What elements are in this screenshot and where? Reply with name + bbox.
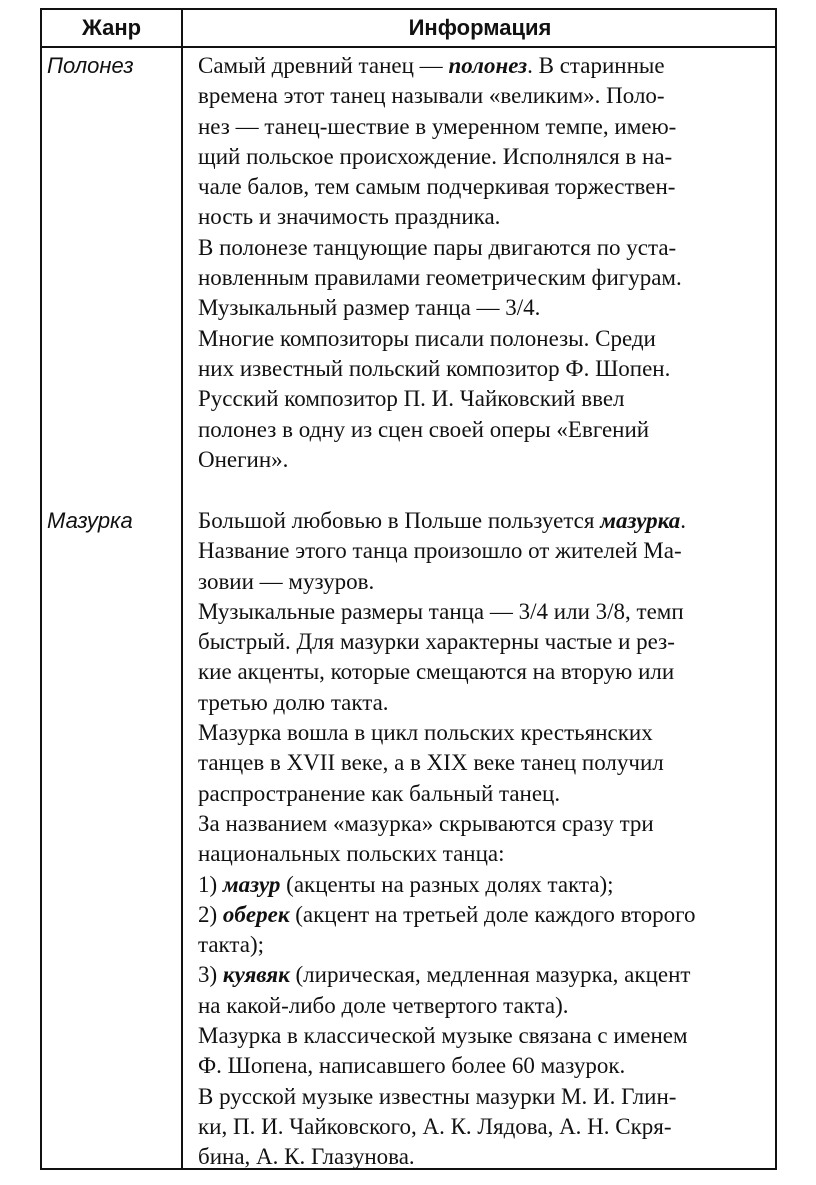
info-text: Мазурка вошла в цикл польских крестьянских (198, 720, 653, 746)
dance-term: оберек (222, 901, 290, 927)
info-text: 3) (198, 962, 223, 988)
info-text: 1) (198, 871, 223, 897)
info-line (198, 657, 778, 687)
header-genre: Жанр (81, 15, 142, 40)
info-text: полонез в одну из сцен своей оперы «Евгений (198, 416, 650, 442)
info-line (198, 839, 778, 869)
info-text: чале балов, тем самым подчеркивая торжествен- (198, 174, 676, 200)
info-text: 2) (198, 901, 223, 927)
info-line (198, 1021, 778, 1051)
info-line (198, 202, 778, 232)
info-line (198, 1142, 778, 1172)
info-line (198, 233, 778, 263)
genre-info-table (40, 8, 777, 1170)
info-text: . (680, 508, 686, 533)
info-line (198, 809, 778, 839)
info-line (198, 1082, 778, 1112)
info-line (198, 293, 778, 323)
info-mazurka (198, 506, 778, 1173)
info-text: Русский композитор П. И. Чайковский ввел (198, 386, 625, 412)
info-text: нез — танец-шествие в умеренном темпе, имею- (198, 113, 677, 139)
info-line (198, 536, 778, 566)
info-text: национальных польских танца: (198, 841, 505, 867)
info-text: Ф. Шопена, написавшего более 60 мазурок. (198, 1053, 626, 1079)
info-text: них известный польский композитор Ф. Шопен. (198, 355, 671, 381)
info-line (198, 930, 778, 960)
info-text: Мазурка в классической музыке связана с именем (198, 1023, 688, 1049)
info-line (198, 445, 778, 475)
info-line (198, 748, 778, 778)
dance-term: полонез (448, 53, 528, 78)
info-text: времена этот танец называли «великим». Поло- (198, 83, 665, 109)
info-text: . В старинные (527, 53, 665, 78)
info-line (198, 142, 778, 172)
info-line (198, 627, 778, 657)
info-text: Многие композиторы писали полонезы. Среди (198, 325, 656, 351)
info-line (198, 415, 778, 445)
info-line (198, 688, 778, 718)
info-text: (акцент на третьей доле каждого второго (289, 901, 696, 927)
info-line (198, 1051, 778, 1081)
info-line (198, 960, 778, 990)
info-line (198, 112, 778, 142)
info-line (198, 172, 778, 202)
info-text: ки, П. И. Чайковского, А. К. Лядова, А. Н. Скря- (198, 1113, 672, 1139)
info-text: (лирическая, медленная мазурка, акцент (289, 962, 691, 988)
info-polonaise (198, 51, 778, 475)
info-text: зовии — музуров. (198, 568, 375, 594)
info-line (198, 81, 778, 111)
info-line (198, 870, 778, 900)
info-text: Самый древний танец — (198, 53, 449, 78)
info-text: В русской музыке известны мазурки М. И. Глин- (198, 1083, 677, 1109)
info-text: на какой-либо доле четвертого такта). (198, 992, 569, 1018)
info-text: ность и значимость праздника. (198, 204, 501, 230)
genre-mazurka: Мазурка (47, 508, 133, 533)
info-text: Название этого танца произошло от жителей Ма- (198, 538, 682, 564)
info-line (198, 384, 778, 414)
info-text: Большой любовью в Польше пользуется (198, 508, 601, 533)
info-line (198, 51, 778, 81)
info-text: (акценты на разных долях такта); (280, 871, 614, 897)
info-text: распространение как бальный танец. (198, 780, 561, 806)
info-text: новленным правилами геометрическим фигурам. (198, 265, 682, 291)
info-text: третью долю такта. (198, 689, 389, 715)
info-line (198, 718, 778, 748)
info-line (198, 597, 778, 627)
info-line (198, 324, 778, 354)
info-text: быстрый. Для мазурки характерны частые и рез- (198, 629, 675, 655)
info-line (198, 506, 778, 536)
info-line (198, 263, 778, 293)
info-line (198, 991, 778, 1021)
dance-term: мазурка (600, 508, 681, 533)
info-text: Музыкальный размер танца — 3/4. (198, 295, 541, 321)
genre-polonaise: Полонез (47, 53, 134, 78)
dance-term: мазур (222, 871, 281, 897)
info-text: За названием «мазурка» скрываются сразу три (198, 810, 654, 836)
info-text: кие акценты, которые смещаются на вторую или (198, 659, 675, 685)
info-text: бина, А. К. Глазунова. (198, 1144, 415, 1170)
info-text: щий польское происхождение. Исполнялся в на- (198, 143, 673, 169)
info-line (198, 1112, 778, 1142)
info-line (198, 354, 778, 384)
header-divider (42, 46, 775, 48)
info-line (198, 900, 778, 930)
info-line (198, 779, 778, 809)
info-text: В полонезе танцующие пары двигаются по уста- (198, 234, 677, 260)
info-text: Музыкальные размеры танца — 3/4 или 3/8, темп (198, 598, 684, 624)
dance-term: куявяк (222, 962, 290, 988)
info-text: такта); (198, 932, 265, 958)
info-line (198, 567, 778, 597)
info-text: Онегин». (198, 446, 289, 472)
column-divider (181, 10, 183, 1168)
info-text: танцев в XVII веке, а в XIX веке танец получил (198, 750, 664, 776)
header-info: Информация (408, 15, 552, 40)
